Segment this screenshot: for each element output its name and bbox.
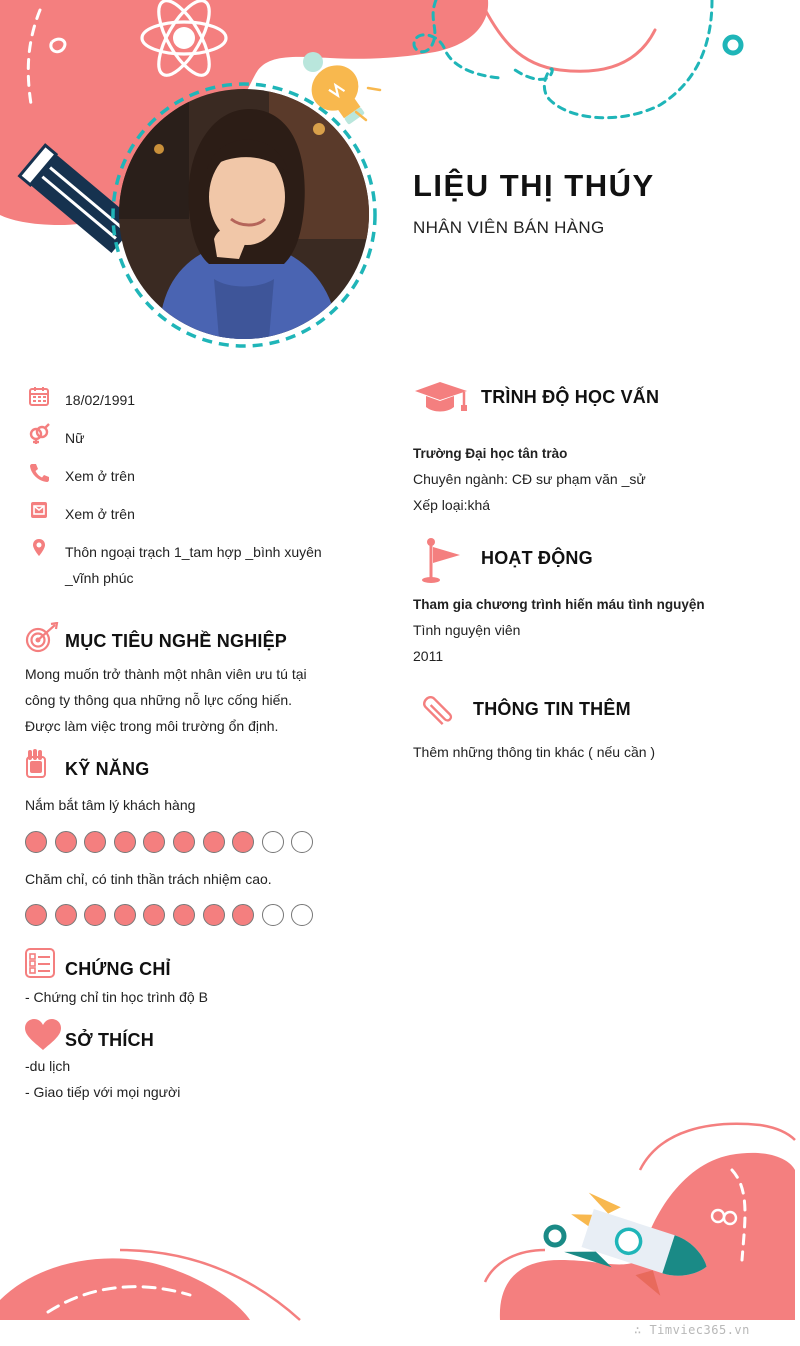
skill-rating-2 (25, 904, 313, 926)
certificates-title: CHỨNG CHỈ (65, 959, 171, 979)
certificate-line: - Chứng chỉ tin học trình độ B (25, 989, 208, 1005)
additional-text: Thêm những thông tin khác ( nếu cần ) (413, 744, 656, 760)
skill-name-2: Chăm chỉ, có tinh thần trách nhiệm cao. (25, 871, 272, 887)
location-pin-icon (28, 537, 50, 559)
hobby-item: -du lịch (25, 1058, 71, 1074)
checklist-icon (24, 947, 56, 979)
heart-icon (24, 1018, 62, 1052)
contact-address (28, 537, 328, 593)
email-text: Xem ở trên (65, 506, 135, 522)
rating-dot-empty (262, 904, 284, 926)
rating-dot-empty (291, 831, 313, 853)
rating-dot-filled (84, 904, 106, 926)
education-title: TRÌNH ĐỘ HỌC VẤN (481, 387, 660, 407)
target-icon (24, 622, 60, 654)
rating-dot-filled (232, 831, 254, 853)
hobbies-list (25, 1053, 345, 1105)
flag-icon (418, 537, 464, 585)
fist-icon (24, 747, 48, 779)
calendar-icon (28, 385, 50, 407)
rating-dot-filled (114, 831, 136, 853)
rating-dot-filled (55, 904, 77, 926)
rating-dot-filled (173, 831, 195, 853)
rating-dot-filled (143, 904, 165, 926)
watermark: ∴ Timviec365.vn (634, 1323, 750, 1337)
objective-line: Được làm việc trong môi trường ổn định. (25, 718, 279, 734)
contact-dob (28, 385, 328, 411)
activity-role: Tình nguyện viên (413, 622, 521, 638)
contact-email (28, 499, 328, 525)
gender-icon (28, 423, 50, 445)
activity-name: Tham gia chương trình hiến máu tình nguyện (413, 597, 705, 612)
job-title: NHÂN VIÊN BÁN HÀNG (413, 218, 605, 237)
rating-dot-empty (262, 831, 284, 853)
education-school: Trường Đại học tân trào (413, 446, 568, 461)
full-name: LIỆU THỊ THÚY (413, 168, 655, 203)
rating-dot-filled (114, 904, 136, 926)
rating-dot-filled (173, 904, 195, 926)
education-grade: Xếp loại:khá (413, 497, 491, 513)
objective-line: Mong muốn trở thành một nhân viên ưu tú tại (25, 666, 307, 682)
rating-dot-filled (55, 831, 77, 853)
rating-dot-filled (232, 904, 254, 926)
objective-text (25, 661, 345, 739)
skill-name-1: Nắm bắt tâm lý khách hàng (25, 797, 196, 813)
address-text: Thôn ngoại trạch 1_tam hợp _bình xuyên _vĩnh phúc (65, 544, 322, 586)
contact-gender (28, 423, 328, 449)
objective-line: công ty thông qua những nỗ lực cống hiến. (25, 692, 293, 708)
graduation-cap-icon (413, 380, 469, 414)
objective-title: MỤC TIÊU NGHỀ NGHIỆP (65, 631, 288, 651)
hobby-item: - Giao tiếp với mọi người (25, 1084, 181, 1100)
skill-rating-1 (25, 831, 313, 853)
phone-icon (28, 461, 50, 483)
profile-photo (119, 89, 369, 339)
activity-year: 2011 (413, 648, 444, 664)
skills-title: KỸ NĂNG (65, 759, 150, 779)
email-icon (28, 499, 50, 521)
additional-title: THÔNG TIN THÊM (473, 699, 631, 719)
gender-text: Nữ (65, 430, 85, 446)
education-major: Chuyên ngành: CĐ sư phạm văn _sử (413, 471, 646, 487)
rating-dot-empty (291, 904, 313, 926)
activities-title: HOẠT ĐỘNG (481, 548, 593, 568)
dob-text: 18/02/1991 (65, 392, 136, 408)
rating-dot-filled (203, 904, 225, 926)
contact-phone (28, 461, 328, 487)
rating-dot-filled (143, 831, 165, 853)
paperclip-icon (415, 688, 459, 732)
bottom-decoration (0, 1100, 800, 1346)
hobbies-title: SỞ THÍCH (65, 1030, 154, 1050)
rating-dot-filled (203, 831, 225, 853)
rating-dot-filled (25, 904, 47, 926)
rating-dot-filled (25, 831, 47, 853)
phone-text: Xem ở trên (65, 468, 135, 484)
rating-dot-filled (84, 831, 106, 853)
